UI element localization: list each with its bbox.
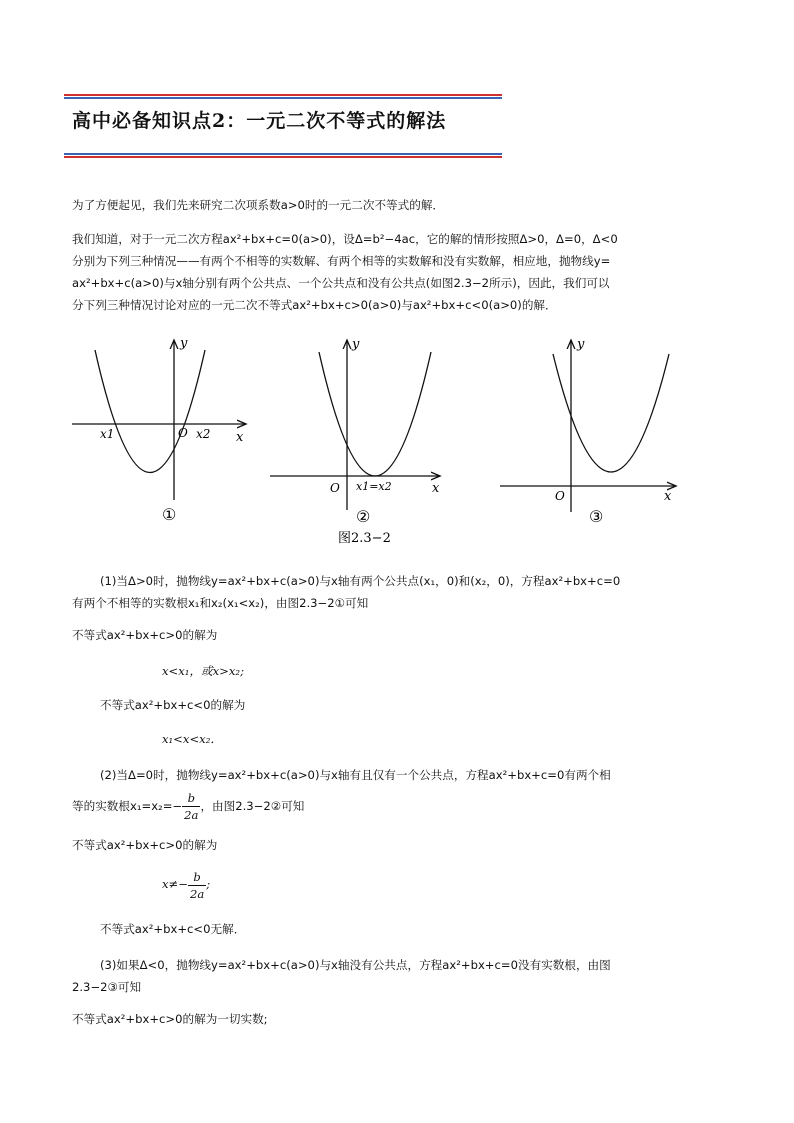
case1-gt-label: 不等式ax²+bx+c>0的解为 xyxy=(72,628,218,642)
case3-gt-text: 不等式ax²+bx+c>0的解为一切实数; xyxy=(72,1012,268,1026)
graph-number: ③ xyxy=(589,507,604,526)
y-axis-label: y xyxy=(577,337,585,352)
graph-number: ① xyxy=(162,505,177,524)
case1-gt-solution: x<x₁，或x>x₂; xyxy=(162,664,244,678)
case2-line2 xyxy=(72,786,722,826)
para-line: 分下列三种情况讨论对应的一元二次不等式ax²+bx+c>0(a>0)与ax²+bx+c<0(a>0)的解． xyxy=(72,298,557,312)
case3-line2: 2.3−2③可知 xyxy=(72,980,142,994)
y-axis-label: y xyxy=(180,336,188,351)
para-line: 分别为下列三种情况——有两个不相等的实数解、有两个相等的实数解和没有实数解，相应地，抛物线y= xyxy=(72,254,611,268)
root-x1-label: x1 xyxy=(100,427,115,441)
x-axis-label: x xyxy=(236,430,244,445)
x-axis-label: x xyxy=(432,481,440,496)
root-x2-label: x2 xyxy=(196,427,211,441)
fraction-denominator: 2a xyxy=(184,808,199,822)
origin-label: O xyxy=(178,426,188,440)
x-axis-label: x xyxy=(664,489,672,504)
page-title: 高中必备知识点2：一元二次不等式的解法 xyxy=(72,110,447,132)
graph-one-root xyxy=(270,337,440,526)
graph-number: ② xyxy=(356,507,371,526)
double-root-label: x1=x2 xyxy=(356,480,392,493)
figure-caption: 图2.3−2 xyxy=(338,531,391,546)
case1-line1: (1)当Δ>0时，抛物线y=ax²+bx+c(a>0)与x轴有两个公共点(x₁，0)和(x₂，0)，方程ax²+bx+c=0 xyxy=(100,574,621,588)
para-line: ax²+bx+c(a>0)与x轴分别有两个公共点、一个公共点和没有公共点(如图2.3−2所示)，因此，我们可以 xyxy=(72,276,610,290)
case2-gt-label: 不等式ax²+bx+c>0的解为 xyxy=(72,838,218,852)
solution-tail: ; xyxy=(206,877,211,891)
fraction-numerator: b xyxy=(182,790,200,807)
fraction-b-over-2a xyxy=(182,790,200,823)
para-line: 我们知道，对于一元二次方程ax²+bx+c=0(a>0)，设Δ=b²−4ac，它的解的情形按照Δ>0，Δ=0，Δ<0 xyxy=(72,232,618,246)
origin-label: O xyxy=(555,489,565,503)
case2-line2-text: 等的实数根x₁=x₂=− xyxy=(72,799,183,813)
case3-line1: (3)如果Δ<0，抛物线y=ax²+bx+c(a>0)与x轴没有公共点，方程ax²+bx+c=0没有实数根，由图 xyxy=(100,958,611,972)
y-axis-label: y xyxy=(352,337,360,352)
case2-line1: (2)当Δ=0时，抛物线y=ax²+bx+c(a>0)与x轴有且仅有一个公共点，方程ax²+bx+c=0有两个相 xyxy=(100,768,611,782)
fraction-denominator: 2a xyxy=(189,886,205,901)
graph-two-roots xyxy=(72,336,246,524)
fraction-b-over-2a xyxy=(188,869,206,902)
case1-lt-label: 不等式ax²+bx+c<0的解为 xyxy=(100,698,246,712)
figure-parabolas xyxy=(0,330,794,560)
case2-lt-text: 不等式ax²+bx+c<0无解． xyxy=(100,922,246,936)
fraction-numerator: b xyxy=(188,869,206,886)
origin-label: O xyxy=(330,481,340,495)
case1-line2: 有两个不相等的实数根x₁和x₂(x₁<x₂)，由图2.3−2①可知 xyxy=(72,596,369,610)
graph-no-root xyxy=(500,337,676,526)
case2-line2-tail: ，由图2.3−2②可知 xyxy=(200,799,305,813)
intro-paragraph: 为了方便起见，我们先来研究二次项系数a>0时的一元二次不等式的解． xyxy=(72,198,445,212)
case1-lt-solution: x₁<x<x₂． xyxy=(162,732,222,746)
case2-gt-solution xyxy=(162,864,794,904)
solution-text: x≠− xyxy=(162,877,188,891)
